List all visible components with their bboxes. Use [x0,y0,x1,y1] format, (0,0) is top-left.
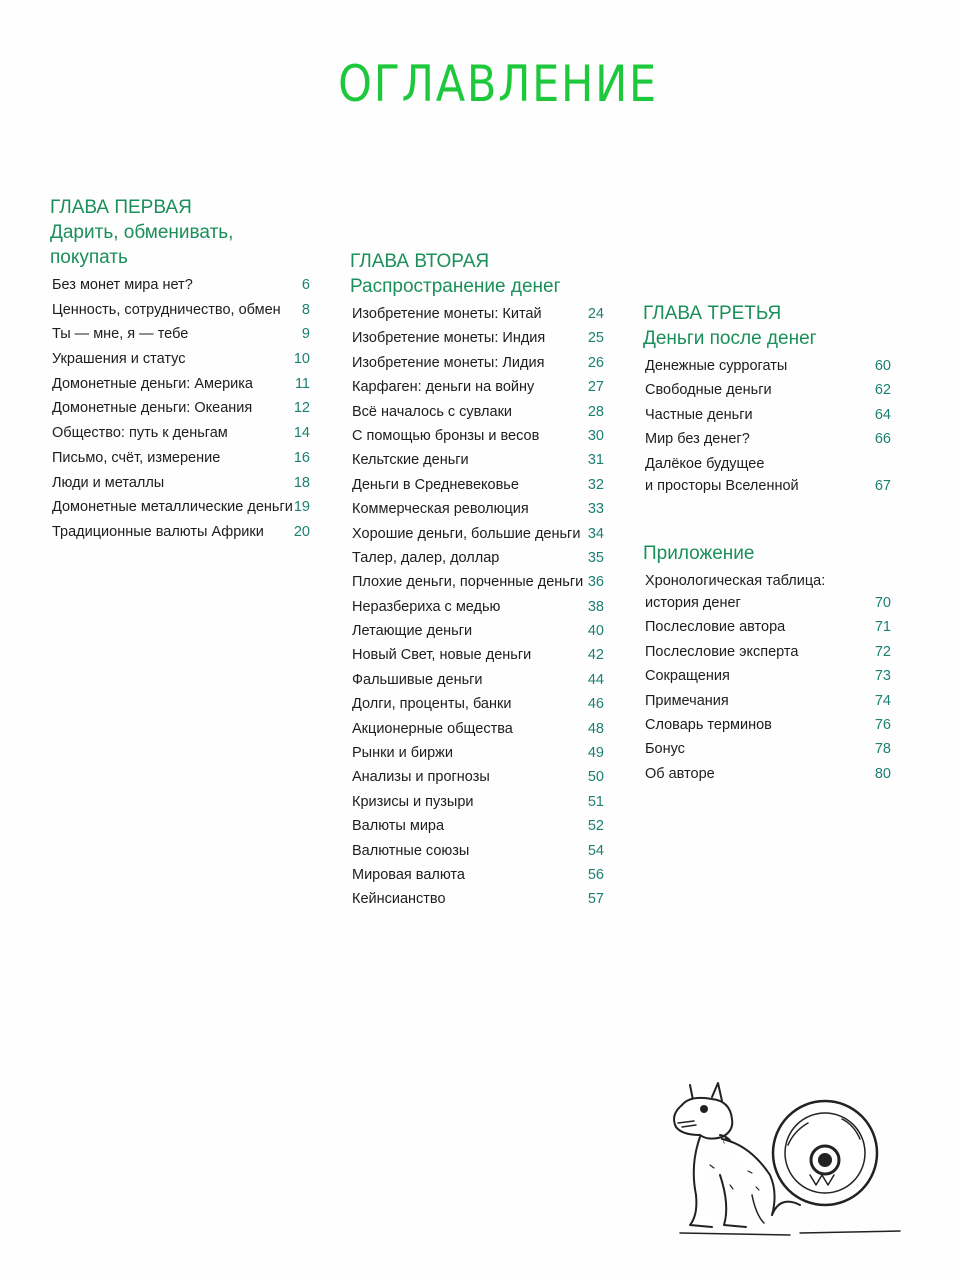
toc-entry-page: 31 [587,452,604,469]
toc-entry-title: Всё началось с сувлаки [352,403,513,420]
toc-entry-title: Бонус [645,741,685,758]
toc-entry[interactable] [643,404,893,428]
toc-entry-page: 38 [587,598,604,615]
toc-entry-page: 14 [293,425,310,442]
toc-entry-title: Традиционные валюты Африки [52,523,264,540]
toc-entry[interactable] [350,718,606,742]
toc-entry-title: Коммерческая революция [352,501,529,518]
toc-entry-page: 9 [301,326,310,343]
toc-entry-page: 19 [293,499,310,516]
toc-entry-title: Валютные союзы [352,842,470,859]
toc-entry-title: Домонетные деньги: Америка [52,375,253,392]
chapter-one-title-line1: Дарить, обменивать, [50,222,234,243]
toc-entry-title: история денег [645,594,741,611]
toc-entry-title: Денежные суррогаты [645,358,788,374]
toc-entry-title: Летающие деньги [352,623,473,640]
appendix-entries [643,616,893,787]
toc-entry[interactable] [50,496,312,521]
toc-entry[interactable] [643,355,893,379]
toc-entry-title: Деньги в Средневековье [352,476,519,493]
toc-entry-title: Рынки и биржи [352,745,453,762]
toc-entry-page: 32 [587,476,604,493]
chapter-three-column [643,302,893,787]
toc-entry-page: 71 [874,619,891,636]
chapter-three-title: Деньги после денег [643,328,817,349]
toc-entry[interactable] [350,766,606,790]
toc-entry-title: Без монет мира нет? [52,277,193,293]
chapter-two-label: ГЛАВА ВТОРАЯ [350,251,490,272]
chapter-three-label: ГЛАВА ТРЕТЬЯ [643,303,782,324]
toc-entry-title: Мир без денег? [645,431,750,448]
toc-entry[interactable] [350,498,606,522]
toc-entry[interactable] [350,791,606,815]
toc-entry-page: 67 [874,477,891,494]
toc-entry-page: 20 [293,523,310,540]
chapter-one-title [50,220,312,270]
toc-entry-title: Словарь терминов [645,716,772,733]
toc-entry[interactable] [643,714,893,738]
toc-entry-title: Послесловие автора [645,619,786,636]
toc-entry[interactable] [50,397,312,422]
toc-entry-title: Акционерные общества [352,720,513,737]
toc-entry[interactable] [350,840,606,864]
toc-entry-title: Неразбериха с медью [352,598,501,615]
toc-entry[interactable] [50,373,312,398]
toc-entry-title: Карфаген: деньги на войну [352,379,535,396]
chapter-two-column [350,250,606,913]
toc-entry-title: Хорошие деньги, большие деньги [352,525,581,542]
toc-entry-page: 73 [874,668,891,685]
toc-entry[interactable] [50,422,312,447]
toc-entry[interactable] [350,352,606,376]
toc-entry[interactable] [350,669,606,693]
toc-entry-page: 78 [874,741,891,758]
toc-entry[interactable] [50,323,312,348]
toc-entry-page: 27 [587,379,604,396]
chapter-three-entries [643,355,893,453]
toc-entry-title: Домонетные деньги: Океания [52,400,253,417]
toc-entry-chronology-cont[interactable] [643,592,893,616]
toc-entry[interactable] [50,274,312,299]
toc-entry-title: Украшения и статус [52,351,186,368]
toc-entry[interactable] [643,379,893,403]
toc-entry-title: Долги, проценты, банки [352,696,512,713]
toc-entry-title: Общество: путь к деньгам [52,425,228,442]
toc-entry[interactable] [350,303,606,327]
toc-entry-title: Валюты мира [352,818,445,835]
toc-entry-title: Домонетные металлические деньги [52,499,293,516]
toc-entry-page: 46 [587,696,604,713]
toc-entry-page: 33 [587,501,604,518]
toc-entry-page: 48 [587,720,604,737]
toc-entry-page: 66 [874,431,891,448]
toc-entry-page: 49 [587,745,604,762]
toc-entry-page: 64 [874,406,891,423]
toc-entry-title: Кризисы и пузыри [352,793,474,810]
toc-entry-title: Люди и металлы [52,474,165,491]
chapter-two-title: Распространение денег [350,276,561,297]
toc-entry-page: 72 [874,643,891,660]
toc-entry-title: Далёкое будущее [645,455,765,472]
toc-entry-page: 34 [587,525,604,542]
toc-entry[interactable] [350,376,606,400]
toc-entry-chronology[interactable] [643,570,893,592]
toc-entry[interactable] [350,474,606,498]
toc-entry[interactable] [350,620,606,644]
toc-entry-page: 54 [587,842,604,859]
toc-entry-title: Фальшивые деньги [352,671,483,688]
chapter-one-entries [50,274,312,546]
toc-entry-title: Анализы и прогнозы [352,769,490,786]
toc-entry[interactable] [350,547,606,571]
toc-entry[interactable] [643,738,893,762]
toc-entry-page: 10 [293,351,310,368]
toc-entry-page: 24 [587,306,604,322]
toc-entry[interactable] [350,596,606,620]
chapter-one-title-line2: покупать [50,247,128,268]
toc-entry-page: 42 [587,647,604,664]
toc-entry-page: 11 [294,375,310,392]
toc-entry-title: Об авторе [645,765,715,782]
toc-entry[interactable] [50,348,312,373]
toc-entry[interactable] [50,299,312,324]
toc-entry-page: 57 [587,891,604,908]
toc-entry-title: Частные деньги [645,406,753,423]
toc-entry-title: Кельтские деньги [352,452,469,469]
dog-with-coin-illustration [660,1075,910,1245]
appendix-title: Приложение [643,542,755,564]
toc-entry[interactable] [50,447,312,472]
toc-entry[interactable] [643,763,893,787]
toc-entry[interactable] [350,644,606,668]
toc-entry-page: 16 [293,449,310,466]
toc-entry-far-future[interactable] [643,453,893,475]
toc-entry-title: Кейнсианство [352,891,446,908]
toc-entry-page: 56 [587,866,604,883]
toc-entry[interactable] [350,327,606,351]
toc-entry-page: 26 [587,354,604,371]
toc-entry-page: 40 [587,623,604,640]
toc-entry[interactable] [350,864,606,888]
toc-entry[interactable] [643,690,893,714]
toc-entry-page: 8 [301,301,310,318]
toc-entry-page: 30 [587,427,604,444]
toc-entry-page: 44 [587,671,604,688]
toc-entry[interactable] [50,472,312,497]
toc-entry[interactable] [350,742,606,766]
toc-entry[interactable] [350,693,606,717]
toc-entry[interactable] [643,616,893,640]
chapter-two-entries [350,303,606,913]
toc-entry-title: и просторы Вселенной [645,477,799,494]
toc-entry[interactable] [350,401,606,425]
toc-entry-page: 80 [874,765,891,782]
toc-entry[interactable] [350,523,606,547]
toc-entry-page: 50 [587,769,604,786]
toc-entry-page: 62 [874,382,891,399]
toc-entry-title: Ценность, сотрудничество, обмен [52,301,281,318]
toc-entry-title: Послесловие эксперта [645,643,799,660]
toc-entry-page: 51 [587,793,604,810]
toc-entry-page: 76 [874,716,891,733]
toc-entry-title: Примечания [645,692,729,709]
toc-entry-page: 6 [301,277,310,293]
toc-entry[interactable] [350,449,606,473]
toc-entry-title: Хронологическая таблица: [645,572,826,589]
toc-entry-title: Изобретение монеты: Индия [352,330,546,347]
toc-entry[interactable] [643,665,893,689]
toc-entry-page: 36 [587,574,604,591]
toc-entry-title: Изобретение монеты: Лидия [352,354,545,371]
toc-entry-page: 12 [293,400,310,417]
toc-entry-title: Плохие деньги, порченные деньги [352,574,584,591]
toc-entry-title: Изобретение монеты: Китай [352,306,542,322]
toc-entry[interactable] [350,425,606,449]
toc-entry[interactable] [350,815,606,839]
toc-entry[interactable] [50,521,312,546]
chapter-one-column [50,196,312,546]
toc-entry-page: 18 [293,474,310,491]
toc-entry-title: Свободные деньги [645,382,772,399]
toc-entry-page: 28 [587,403,604,420]
toc-entry-page: 52 [587,818,604,835]
toc-entry-page: 60 [874,358,891,374]
page-title: ОГЛАВЛЕНИЕ [338,55,658,113]
toc-entry-far-future-cont[interactable] [643,475,893,499]
toc-entry-title: Сокращения [645,668,730,685]
toc-entry-title: Новый Свет, новые деньги [352,647,532,664]
toc-entry-title: С помощью бронзы и весов [352,427,540,444]
chapter-one-label: ГЛАВА ПЕРВАЯ [50,197,192,218]
toc-entry-title: Талер, далер, доллар [352,549,500,566]
toc-entry[interactable] [643,428,893,452]
toc-entry-title: Мировая валюта [352,866,465,883]
toc-entry[interactable] [350,571,606,595]
toc-entry-title: Письмо, счёт, измерение [52,449,221,466]
coin-icon [773,1101,877,1205]
toc-entry-page: 70 [874,594,891,611]
toc-entry-title: Ты — мне, я — тебе [52,326,189,343]
toc-entry-page: 74 [874,692,891,709]
toc-entry[interactable] [350,888,606,912]
toc-entry-page: 25 [587,330,604,347]
toc-entry[interactable] [643,641,893,665]
toc-entry-page: 35 [587,549,604,566]
